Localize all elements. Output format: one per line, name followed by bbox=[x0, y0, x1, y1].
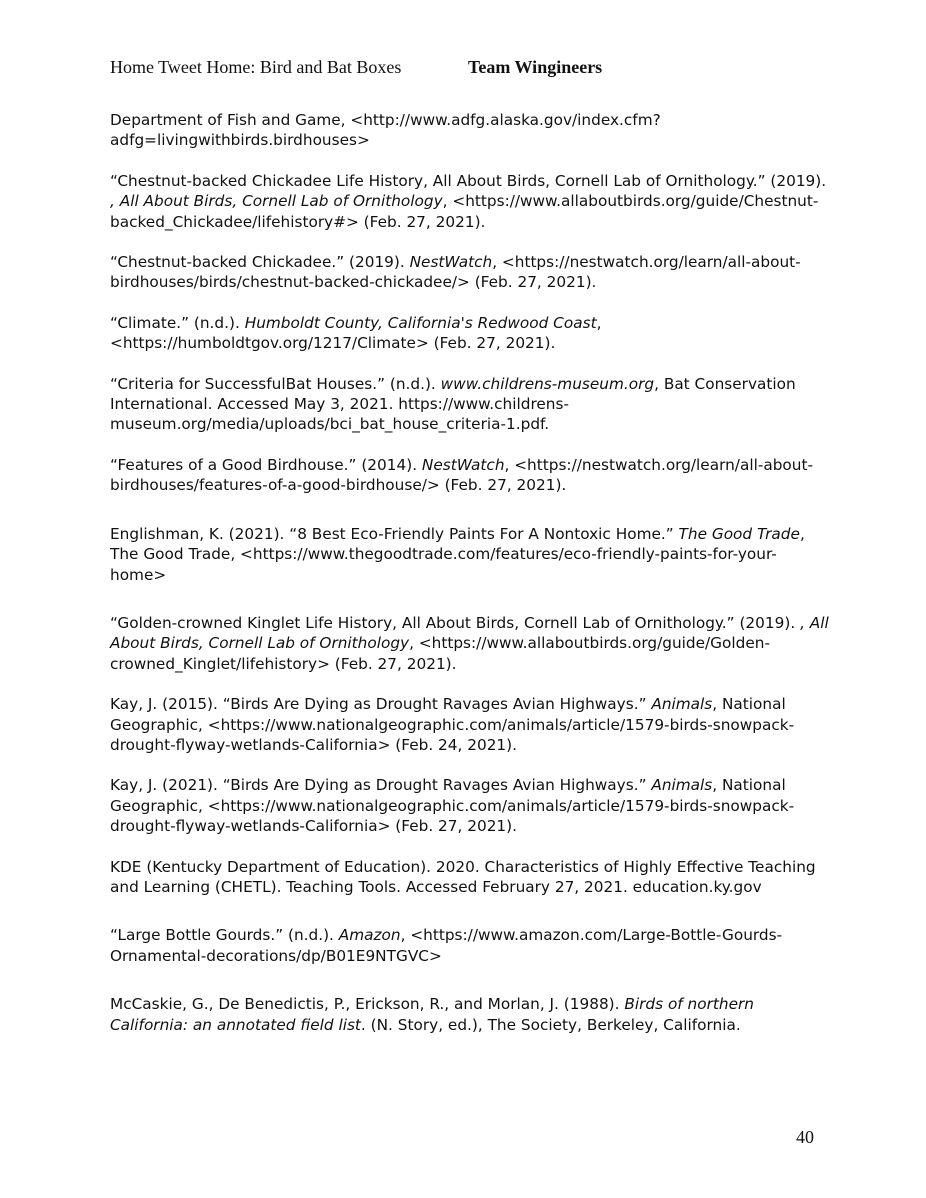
reference-text: , National Geographic, <https://www.nationalgeographic.com/animals/article/1579-birds-snowpack-drought-flyway-wetlands-California> (Feb. 24, 2021). bbox=[110, 695, 795, 754]
reference-text: McCaskie, G., De Benedictis, P., Erickson, R., and Morlan, J. (1988). bbox=[110, 995, 625, 1014]
reference-text: “Features of a Good Birdhouse.” (2014). bbox=[110, 455, 422, 474]
reference-entry bbox=[110, 613, 830, 674]
reference-text: “Chestnut-backed Chickadee Life History, All About Birds, Cornell Lab of Ornithology.” (2019). bbox=[110, 171, 827, 190]
reference-entry bbox=[110, 110, 830, 151]
page-number: 40 bbox=[796, 1127, 814, 1147]
reference-italic-text: The Good Trade bbox=[678, 524, 800, 543]
reference-text: “Large Bottle Gourds.” (n.d.). bbox=[110, 926, 339, 945]
team-name: Team Wingineers bbox=[468, 57, 603, 77]
reference-entry bbox=[110, 925, 830, 966]
reference-entry bbox=[110, 524, 830, 585]
reference-text: , <https://humboldtgov.org/1217/Climate> (Feb. 27, 2021). bbox=[110, 313, 602, 353]
reference-italic-text: Birds of northern California: an annotated field list bbox=[110, 995, 754, 1034]
reference-entry bbox=[110, 455, 830, 496]
reference-entry bbox=[110, 252, 830, 293]
reference-italic-text: www.childrens-museum.org bbox=[440, 374, 655, 393]
reference-text: “Criteria for SuccessfulBat Houses.” (n.d.). bbox=[110, 374, 441, 393]
reference-text: “Golden-crowned Kinglet Life History, All About Birds, Cornell Lab of Ornithology.” (2019). bbox=[110, 613, 801, 632]
reference-italic-text: NestWatch bbox=[421, 455, 505, 474]
reference-italic-text: NestWatch bbox=[409, 253, 493, 272]
reference-text: . (N. Story, ed.), The Society, Berkeley, California. bbox=[360, 1015, 741, 1034]
reference-italic-text: , All About Birds, Cornell Lab of Ornithology bbox=[110, 613, 829, 653]
reference-text: , The Good Trade, <https://www.thegoodtrade.com/features/eco-friendly-paints-for-your-home> bbox=[110, 524, 805, 584]
reference-italic-text: Amazon bbox=[338, 926, 401, 945]
reference-text: “Chestnut-backed Chickadee.” (2019). bbox=[110, 253, 410, 272]
reference-text: , <https://nestwatch.org/learn/all-about-birdhouses/birds/chestnut-backed-chickadee/> (Feb. 27, 2021). bbox=[110, 253, 801, 292]
reference-italic-text: , All About Birds, Cornell Lab of Ornithology bbox=[110, 192, 443, 211]
reference-italic-text: Animals bbox=[651, 695, 713, 714]
reference-text: , <https://www.allaboutbirds.org/guide/Chestnut-backed_Chickadee/lifehistory#> (Feb. 27, 2021). bbox=[110, 192, 819, 231]
document-title: Home Tweet Home: Bird and Bat Boxes bbox=[110, 57, 402, 77]
reference-entry bbox=[110, 994, 830, 1035]
reference-text: Englishman, K. (2021). “8 Best Eco-Friendly Paints For A Nontoxic Home.” bbox=[110, 524, 679, 543]
reference-entry bbox=[110, 775, 830, 836]
reference-text: Department of Fish and Game, <http://www.adfg.alaska.gov/index.cfm?adfg=livingwithbirds.birdhouses> bbox=[110, 111, 661, 150]
reference-entry bbox=[110, 374, 830, 435]
reference-text: “Climate.” (n.d.). bbox=[110, 313, 245, 332]
reference-text: Kay, J. (2015). “Birds Are Dying as Drought Ravages Avian Highways.” bbox=[110, 695, 652, 714]
reference-text: , <https://www.allaboutbirds.org/guide/Golden-crowned_Kinglet/lifehistory> (Feb. 27, 2021). bbox=[110, 634, 770, 673]
reference-entry bbox=[110, 857, 830, 898]
reference-italic-text: Animals bbox=[651, 776, 713, 795]
reference-text: , <https://www.amazon.com/Large-Bottle-Gourds-Ornamental-decorations/dp/B01E9NTGVC> bbox=[110, 926, 783, 965]
reference-entry bbox=[110, 171, 830, 232]
reference-text: , National Geographic, <https://www.nationalgeographic.com/animals/article/1579-birds-snowpack-drought-flyway-wetlands-California> (Feb. 27, 2021). bbox=[110, 776, 795, 836]
reference-text: , <https://nestwatch.org/learn/all-about-birdhouses/features-of-a-good-birdhouse/> (Feb. 27, 2021). bbox=[110, 455, 814, 495]
reference-entry bbox=[110, 313, 830, 354]
reference-text: KDE (Kentucky Department of Education). 2020. Characteristics of Highly Effective Teaching and Learning (CHETL). Teaching Tools. Accessed February 27, 2021. education.ky.gov bbox=[110, 857, 816, 896]
reference-entry bbox=[110, 694, 830, 755]
reference-italic-text: Humboldt County, California's Redwood Coast bbox=[244, 313, 597, 332]
reference-text: Kay, J. (2021). “Birds Are Dying as Drought Ravages Avian Highways.” bbox=[110, 776, 652, 795]
reference-list bbox=[110, 110, 830, 1035]
reference-text: , Bat Conservation International. Accessed May 3, 2021. https://www.childrens-museum.org/media/uploads/bci_bat_house_criteria-1.pdf. bbox=[110, 374, 796, 434]
